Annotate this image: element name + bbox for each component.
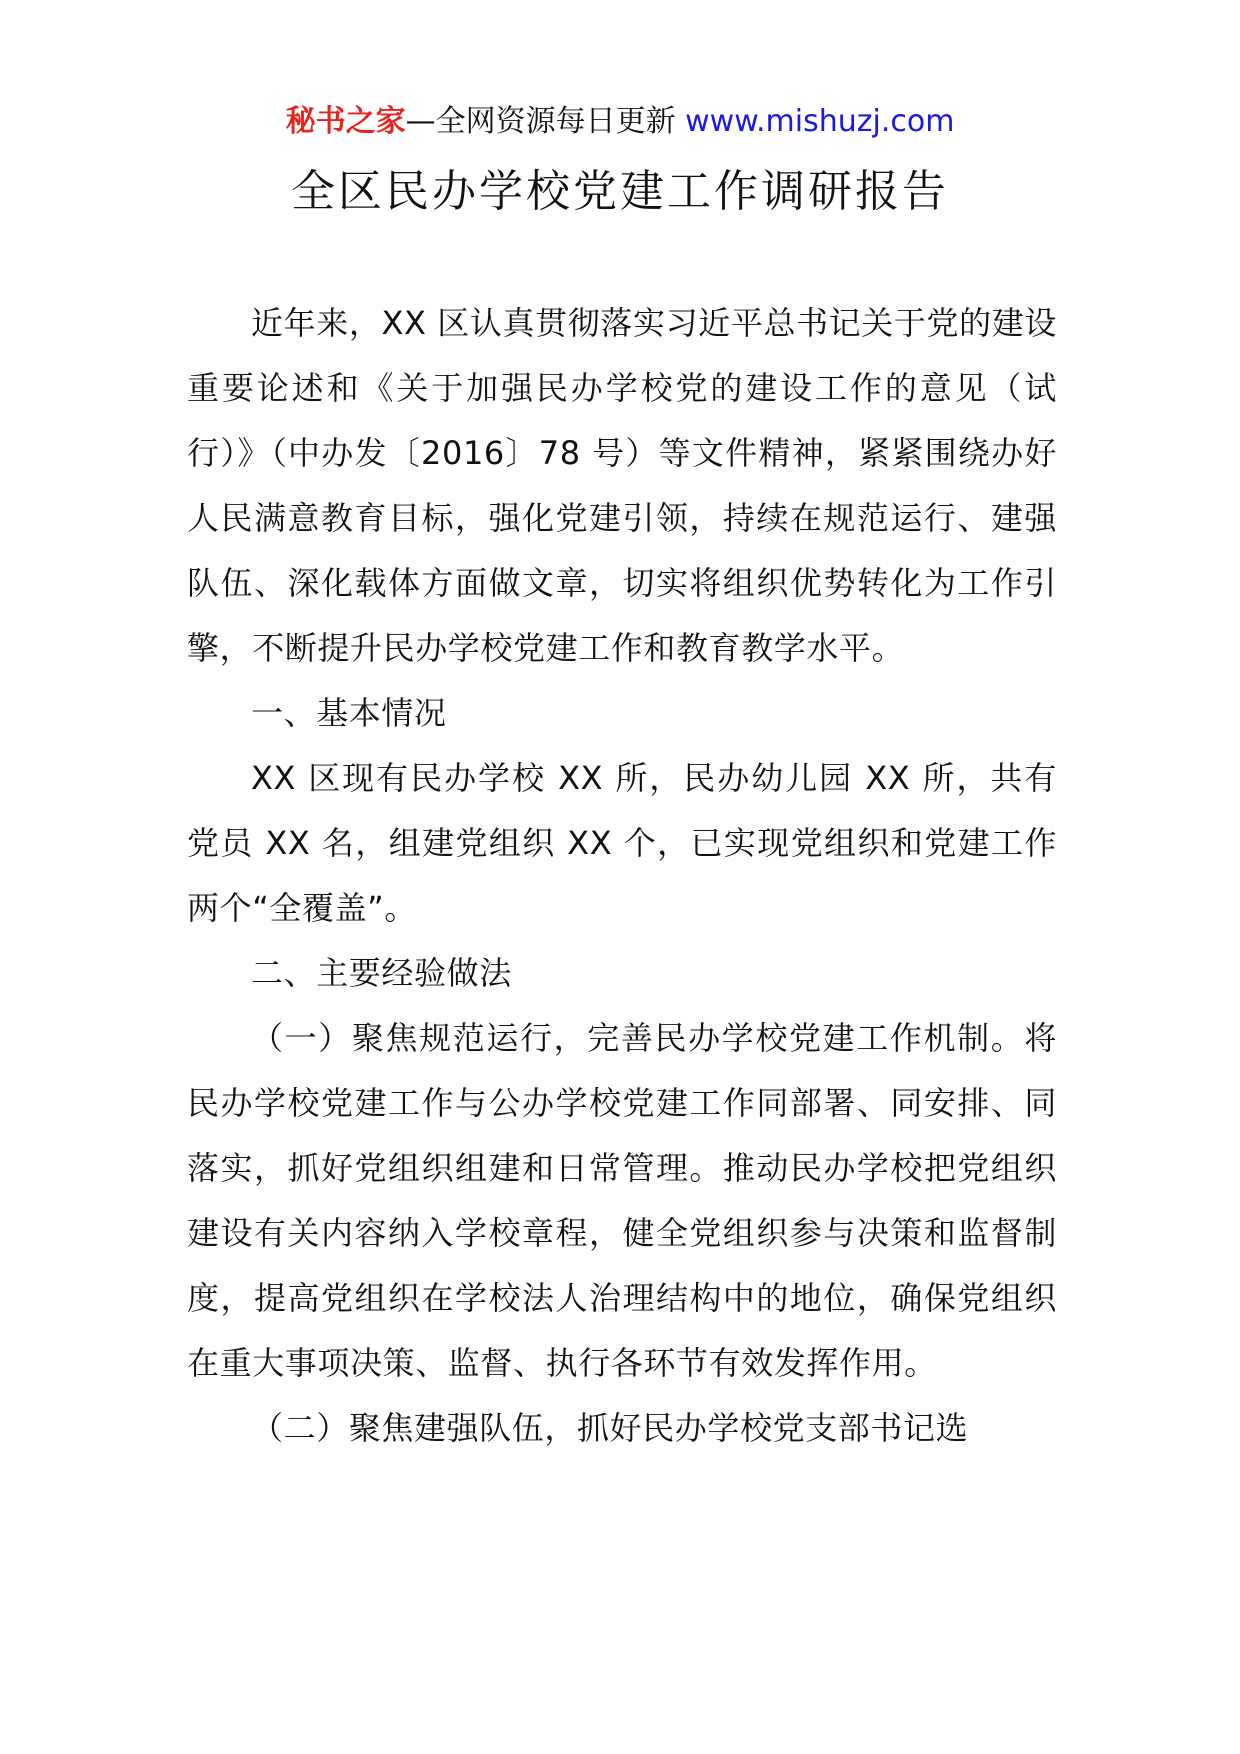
document-body <box>187 291 1057 1461</box>
paragraph-subsection-2: （二）聚焦建强队伍，抓好民办学校党支部书记选 <box>251 1409 969 1447</box>
site-header <box>0 100 1240 144</box>
paragraph-basic-situation: XX 区现有民办学校 XX 所，民办幼儿园 XX 所，共有党员 XX 名，组建党组织 XX 个，已实现党组织和党建工作两个“全覆盖”。 <box>187 759 1057 927</box>
header-tagline: —全网资源每日更新 <box>405 104 676 139</box>
section-heading-basic-situation: 一、基本情况 <box>251 694 447 732</box>
section-heading-main-experience: 二、主要经验做法 <box>251 954 512 992</box>
brand-name: 秘书之家 <box>285 104 406 139</box>
document-title: 全区民办学校党建工作调研报告 <box>291 166 949 217</box>
paragraph-subsection-1: （一）聚焦规范运行，完善民办学校党建工作机制。将民办学校党建工作与公办学校党建工作同部署、同安排、同落实，抓好党组织组建和日常管理。推动民办学校把党组织建设有关内容纳入学校章程，健全党组织参与决策和监督制度，提高党组织在学校法人治理结构中的地位，确保党组织在重大事项决策、监督、执行各环节有效发挥作用。 <box>187 1019 1057 1382</box>
paragraph-intro: 近年来，XX 区认真贯彻落实习近平总书记关于党的建设重要论述和《关于加强民办学校党的建设工作的意见（试行）》（中办发〔2016〕78 号）等文件精神，紧紧围绕办好人民满意教育目标，强化党建引领，持续在规范运行、建强队伍、深化载体方面做文章，切实将组织优势转化为工作引擎，不断提升民办学校党建工作和教育教学水平。 <box>187 304 1057 667</box>
site-url-link[interactable]: www.mishuzj.com <box>685 104 955 139</box>
